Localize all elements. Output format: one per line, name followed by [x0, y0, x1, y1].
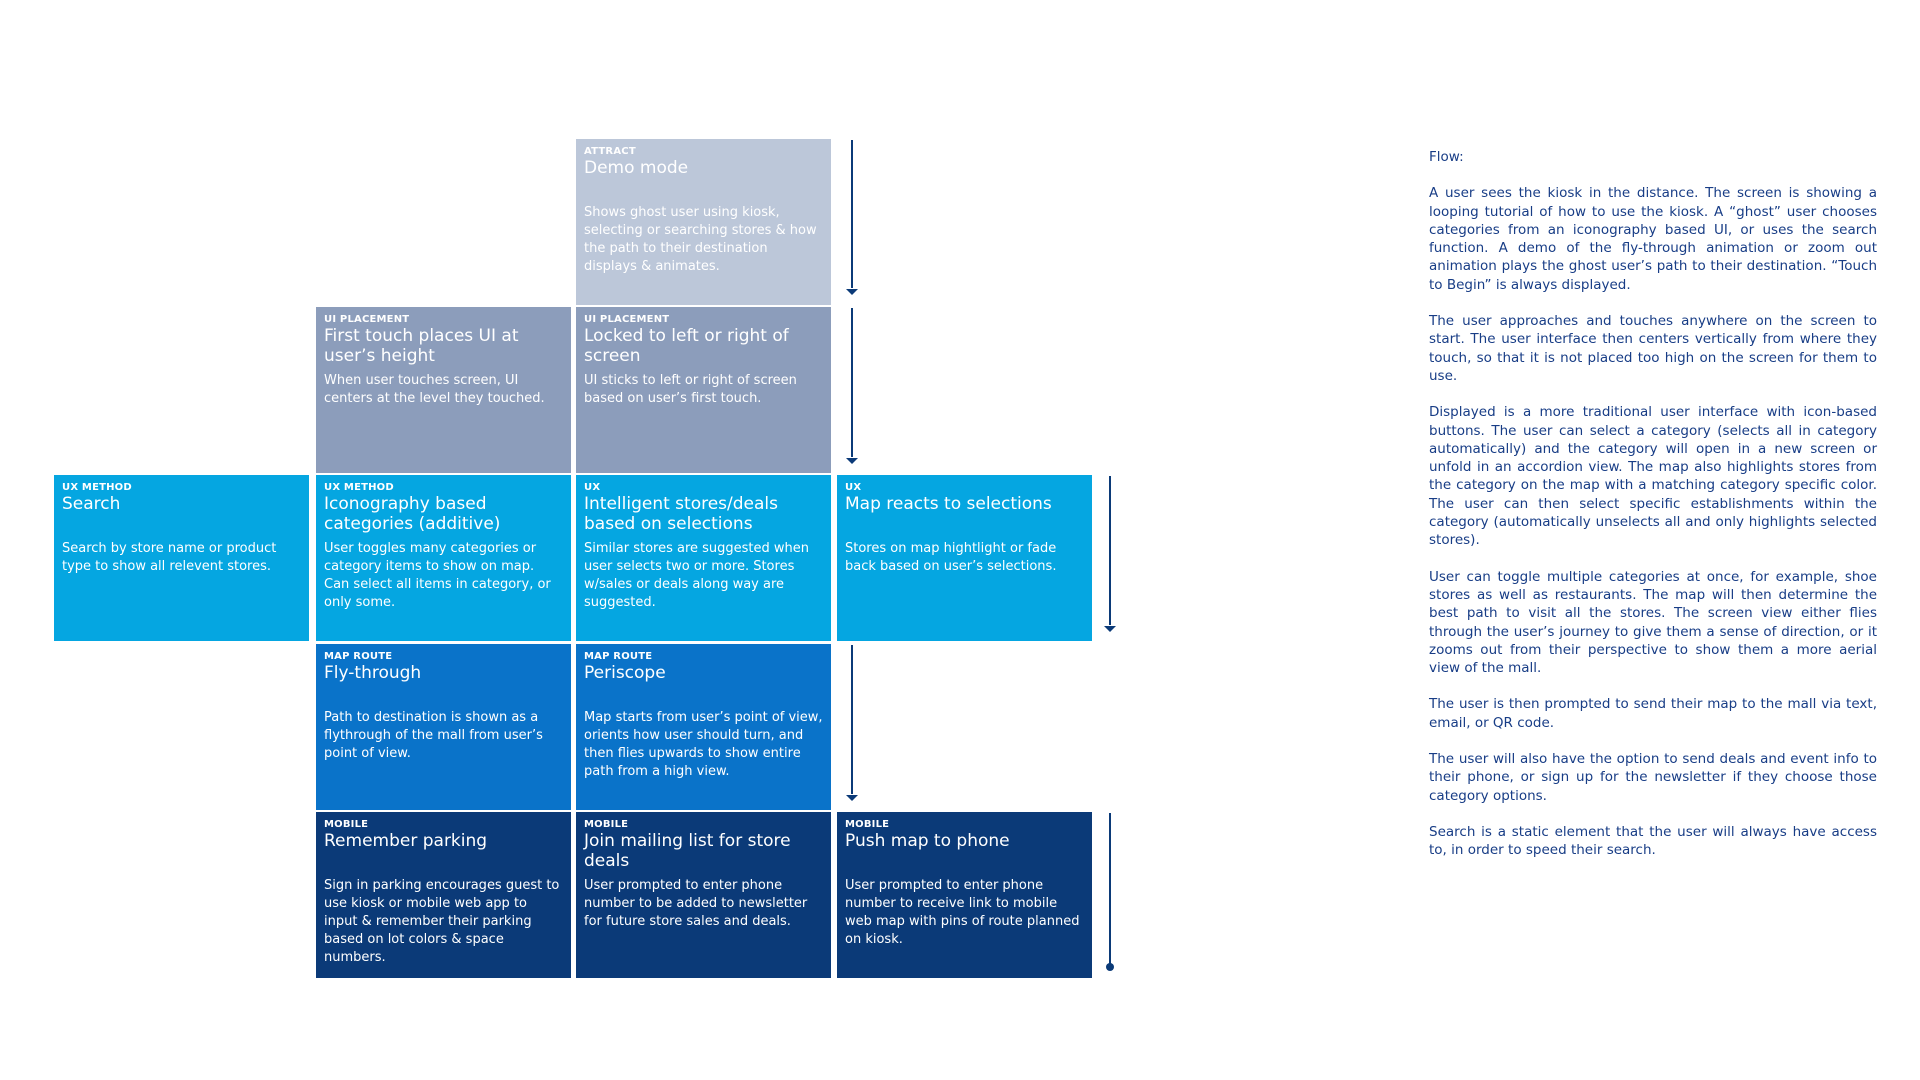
- card-description: Path to destination is shown as a flythrough of the mall from user’s point of view.: [324, 710, 543, 761]
- flow-paragraph: The user will also have the option to send deals and event info to their phone, or sign up for the newsletter if they choose those category options.: [1429, 751, 1877, 804]
- card-description: Sign in parking encourages guest to use kiosk or mobile web app to input & remember their parking based on lot colors & space numbers.: [324, 878, 560, 965]
- card-tag: UX METHOD: [324, 482, 394, 493]
- card-description: Shows ghost user using kiosk, selecting or searching stores & how the path to their destination displays & animates.: [584, 205, 817, 274]
- card-description: When user touches screen, UI centers at the level they touched.: [324, 373, 545, 406]
- connector-arrowhead-attract: [846, 289, 858, 295]
- card-tag: MOBILE: [845, 819, 890, 830]
- card-tag: UX: [584, 482, 601, 493]
- card-tag: UX METHOD: [62, 482, 132, 493]
- card-description: UI sticks to left or right of screen based on user’s first touch.: [584, 373, 797, 406]
- flow-paragraph: A user sees the kiosk in the distance. The screen is showing a looping tutorial of how to use the kiosk. A “ghost” user chooses categories from an iconography based UI, or uses the search function. A demo of the fly-through animation or zoom out animation plays the ghost user’s path to their destination. “Touch to Begin” is always displayed.: [1429, 185, 1877, 293]
- flow-paragraph: Search is a static element that the user will always have access to, in order to speed their search.: [1429, 823, 1877, 859]
- connector-arrowhead-placement: [846, 458, 858, 464]
- connector-arrowhead-ux: [1104, 626, 1116, 632]
- card-description: User prompted to enter phone number to receive link to mobile web map with pins of route planned on kiosk.: [845, 878, 1080, 947]
- card-push-map: [837, 812, 1092, 978]
- card-tag: UI PLACEMENT: [584, 314, 670, 325]
- connector-arrowhead-route: [846, 795, 858, 801]
- card-title: Intelligent stores/deals based on selections: [584, 494, 779, 534]
- card-description: Search by store name or product type to show all relevent stores.: [62, 541, 277, 574]
- card-description: Similar stores are suggested when user selects two or more. Stores w/sales or deals along way are suggested.: [584, 541, 810, 610]
- card-locked-side: [576, 307, 831, 473]
- card-title: Remember parking: [324, 831, 488, 851]
- flow-description: [1429, 148, 1877, 878]
- card-title: Iconography based categories (additive): [324, 494, 501, 534]
- card-description: User prompted to enter phone number to be added to newsletter for future store sales and deals.: [584, 878, 808, 929]
- card-description: Map starts from user’s point of view, orients how user should turn, and then flies upwards to show entire path from a high view.: [584, 710, 823, 779]
- card-tag: MAP ROUTE: [584, 651, 653, 662]
- card-title: Locked to left or right of screen: [584, 326, 789, 366]
- card-title: Demo mode: [584, 158, 689, 178]
- card-description: User toggles many categories or category items to show on map. Can select all items in category, or only some.: [324, 541, 551, 610]
- connector-end-dot-mobile: [1106, 963, 1114, 971]
- flow-paragraph: User can toggle multiple categories at once, for example, shoe stores as well as restaurants. The map will then determine the best path to visit all the stores. The screen view either flies through the user’s journey to give them a sense of direction, or it zooms out from their perspective to show them a more aerial view of the mall.: [1429, 568, 1877, 677]
- card-title: Search: [62, 494, 121, 514]
- card-tag: MAP ROUTE: [324, 651, 393, 662]
- card-remember-parking: [316, 812, 571, 978]
- card-search: [54, 475, 309, 641]
- flow-paragraph: The user approaches and touches anywhere on the screen to start. The user interface then centers vertically from where they touch, so that it is not placed too high on the screen for them to use.: [1429, 313, 1877, 384]
- card-title: Fly-through: [324, 663, 422, 683]
- card-tag: UI PLACEMENT: [324, 314, 410, 325]
- card-intelligent: [576, 475, 831, 641]
- card-fly-through: [316, 644, 571, 810]
- card-iconography: [316, 475, 571, 641]
- card-title: Periscope: [584, 663, 666, 683]
- card-map-reacts: [837, 475, 1092, 641]
- card-title: Join mailing list for store deals: [584, 831, 791, 871]
- card-tag: ATTRACT: [584, 146, 636, 157]
- flow-heading: Flow:: [1429, 149, 1464, 165]
- card-tag: MOBILE: [584, 819, 629, 830]
- card-title: First touch places UI at user’s height: [324, 326, 519, 366]
- card-title: Map reacts to selections: [845, 494, 1052, 514]
- flow-paragraph: The user is then prompted to send their map to the mall via text, email, or QR code.: [1429, 696, 1877, 731]
- card-tag: UX: [845, 482, 862, 493]
- card-first-touch: [316, 307, 571, 473]
- card-description: Stores on map hightlight or fade back based on user’s selections.: [845, 541, 1057, 574]
- card-title: Push map to phone: [845, 831, 1010, 851]
- card-mailing-list: [576, 812, 831, 978]
- card-tag: MOBILE: [324, 819, 369, 830]
- card-demo-mode: [576, 139, 831, 305]
- card-periscope: [576, 644, 831, 810]
- flow-paragraph: Displayed is a more traditional user interface with icon-based buttons. The user can select a category (selects all in category automatically) and the category will open in a new screen or unfold in an accordion view. The map also highlights stores from the category on the map with a matching category specific color. The user can then select specific establishments within the category (automatically unselects all and only highlights selected stores).: [1429, 404, 1877, 549]
